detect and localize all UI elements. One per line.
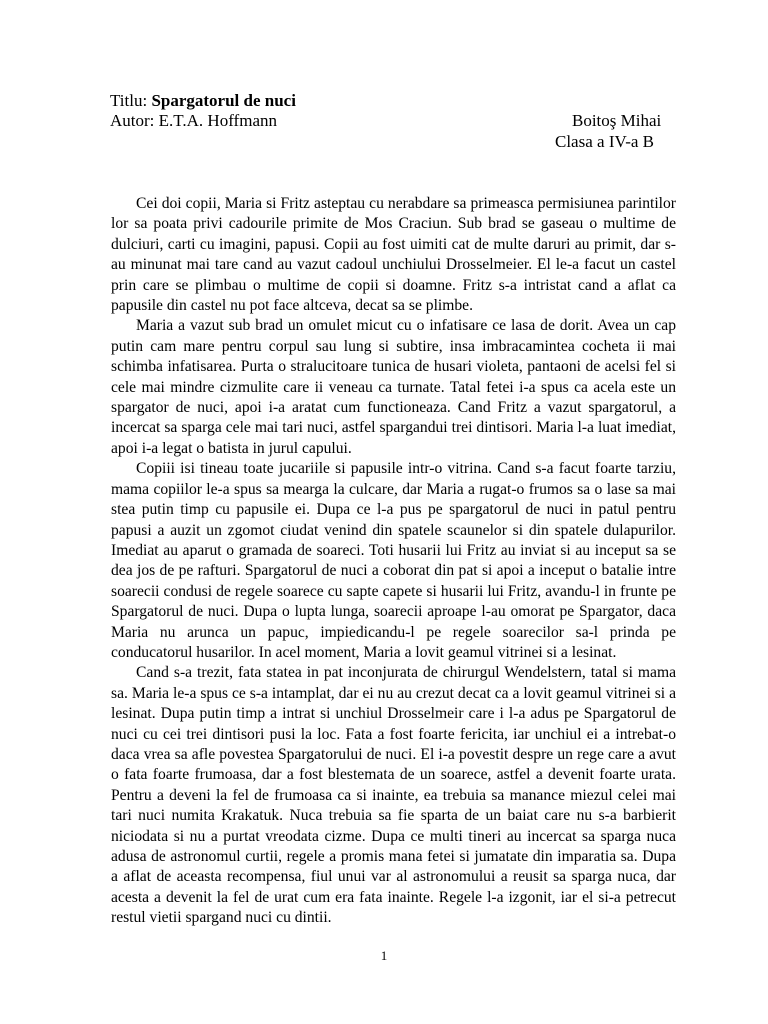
title-label: Titlu: <box>110 91 152 110</box>
book-title: Spargatorul de nuci <box>151 91 296 110</box>
author-name: E.T.A. Hoffmann <box>158 111 277 130</box>
paragraph: Cei doi copii, Maria si Fritz asteptau cu nerabdare sa primeasca permisiunea parintilor lor sa poata privi cadourile primite de Mos Craciun. Sub brad se gaseau o multime de dulciuri, carti cu imagini, papusi. Copii au fost uimiti cat de multe daruri au primit, dar s-au minunat mai tare cand au vazut cadoul unchiului Drosselmeier. El le-a facut un castel prin care se plimbau o multime de copii si doamne. Fritz s-a intristat cand a aflat ca papusile din castel nu pot face altceva, decat sa se plimbe. <box>111 195 676 315</box>
author-label: Autor: <box>110 111 159 130</box>
page-number: 1 <box>380 948 388 963</box>
student-name: Boitoş Mihai <box>572 111 662 130</box>
paragraph: Maria a vazut sub brad un omulet micut cu o infatisare ce lasa de dorit. Avea un cap putin cam mare pentru corpul sau lung si subtire, insa imbracamintea cocheta ii mai schimba infatisarea. Purta o stralucitoare tunica de husari violeta, pantaoni de acelsi fel si cele mai mindre cizmulite care ii veneau ca turnate. Tatal fetei i-a spus ca acela este un spargator de nuci, apoi i-a aratat cum functioneaza. Cand Fritz a vazut spargatorul, a incercat sa sparga cele mai tari nuci, astfel spargandui trei dintisori. Maria l-a luat imediat, apoi i-a legat o batista in jurul capului. <box>111 317 676 457</box>
title-line <box>110 90 296 112</box>
paragraph: Copiii isi tineau toate jucariile si papusile intr-o vitrina. Cand s-a facut foarte tarziu, mama copiilor le-a spus sa mearga la culcare, dar Maria a rugat-o frumos sa o lase sa mai stea putin timp cu papusile ei. Dupa ce l-a pus pe spargatorul de nuci in patul pentru papusi a auzit un zgomot ciudat venind din spatele scaunelor si din spatele dulapurilor. Imediat au aparut o gramada de soareci. Toti husarii lui Fritz au inviat si au inceput sa se dea jos de pe rafturi. Spargatorul de nuci a coborat din pat si apoi a inceput o batalie intre soarecii condusi de regele soarece cu sapte capete si husarii lui Fritz, avandu-l in frunte pe Spargatorul de nuci. Dupa o lupta lunga, soarecii aproape l-au omorat pe Spargator, daca Maria nu arunca un papuc, impiedicandu-l pe regele soarecilor sa-l prinda pe conducatorul husarilor. In acel moment, Maria a lovit geamul vitrinei si a lesinat. <box>111 460 676 661</box>
student-class: Clasa a IV-a B <box>555 132 654 151</box>
story-summary <box>111 194 676 929</box>
paragraph: Cand s-a trezit, fata statea in pat inconjurata de chirurgul Wendelstern, tatal si mama sa. Maria le-a spus ce s-a intamplat, dar ei nu au crezut decat ca a lovit geamul vitrinei si a lesinat. Dupa putin timp a intrat si unchiul Drosselmeir care i l-a adus pe Spargatorul de nuci cu cei trei dintisori pusi la loc. Fata a fost foarte fericita, iar unchiul ei a intrebat-o daca vrea sa afle povestea Spargatorului de nuci. El i-a povestit despre un rege care a avut o fata foarte frumoasa, dar a fost blestemata de un soarece, astfel a devenit foarte urata. Pentru a deveni la fel de frumoasa ca si inainte, ea trebuia sa manance miezul celei mai tari nuci numita Krakatuk. Nuca trebuia sa fie sparta de un baiat care nu s-a barbierit niciodata si nu a purtat vreodata cizme. Dupa ce multi tineri au incercat sa sparga nuca adusa de astronomul curtii, regele a promis mana fetei si jumatate din imparatia sa. Dupa a aflat de aceasta recompensa, fiul unui var al astronomului a reusit sa sparga nuca, dar acesta a devenit la fel de urat cum era fata inainte. Regele l-a izgonit, iar el si-a petrecut restul vietii spargand nuci cu dintii. <box>111 664 676 927</box>
author-line <box>110 110 277 132</box>
